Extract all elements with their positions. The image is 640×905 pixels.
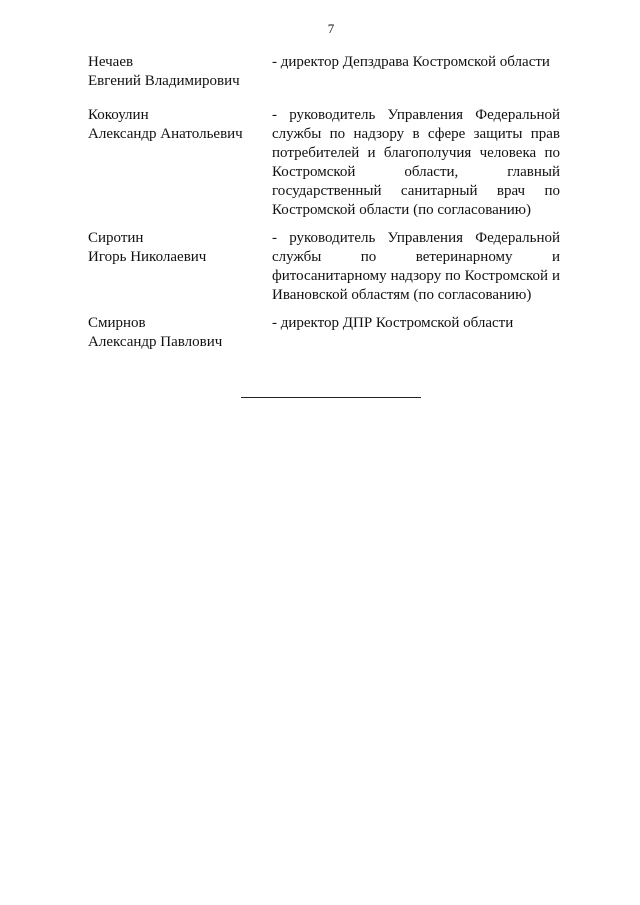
member-role: - руководитель Управления Федеральной службы по ветеринарному и фитосанитарному надзору по Костромской и Ивановской областям (по согласованию)	[272, 230, 560, 303]
page-number: 7	[327, 21, 335, 36]
member-surname: Кокоулин	[88, 107, 149, 123]
member-name	[88, 314, 268, 352]
member-role: - руководитель Управления Федеральной службы по надзору в сфере защиты прав потребителей и благополучия человека по Костромской области, главный государственный санитарный врач по Костромской области (по согласованию)	[272, 107, 560, 218]
member-given-names: Евгений Владимирович	[88, 73, 240, 89]
member-given-names: Александр Павлович	[88, 334, 223, 350]
member-name	[88, 53, 268, 91]
member-name	[88, 229, 268, 267]
member-surname: Смирнов	[88, 315, 146, 331]
member-given-names: Игорь Николаевич	[88, 249, 207, 265]
end-of-list-rule	[241, 397, 421, 398]
member-name	[88, 106, 268, 144]
member-given-names: Александр Анатольевич	[88, 126, 243, 142]
member-surname: Нечаев	[88, 54, 134, 70]
member-role: - директор Депздрава Костромской области	[272, 54, 550, 70]
member-surname: Сиротин	[88, 230, 144, 246]
member-role: - директор ДПР Костромской области	[272, 315, 514, 331]
